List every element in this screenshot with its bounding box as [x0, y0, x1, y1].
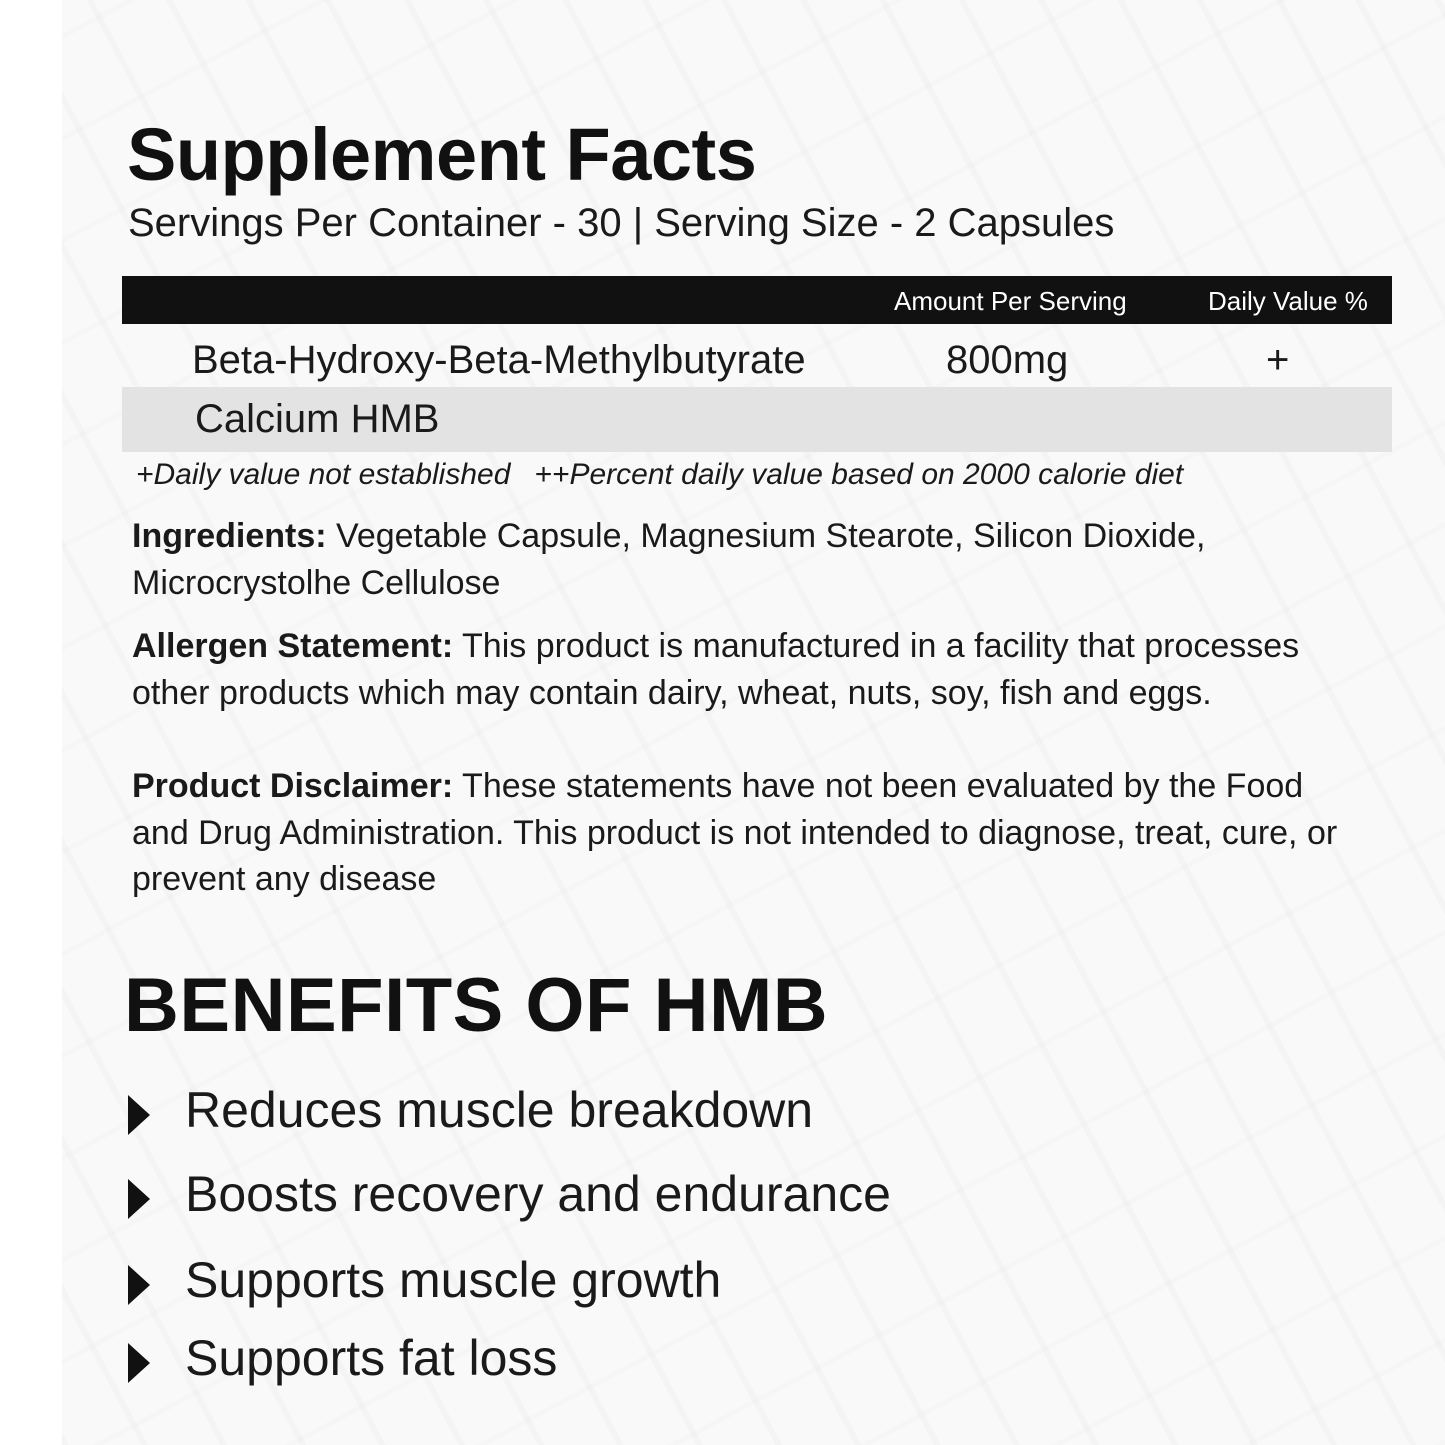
- benefit-text: Supports muscle growth: [185, 1252, 722, 1308]
- supplement-facts-title: Supplement Facts: [127, 113, 757, 196]
- benefits-title: BENEFITS OF HMB: [124, 963, 829, 1048]
- table-row: [122, 332, 1392, 387]
- disclaimer-paragraph: [132, 763, 1362, 903]
- footnote-daily-value: +Daily value not established: [136, 458, 511, 491]
- amount-per-serving-header: Amount Per Serving: [894, 286, 1127, 316]
- triangle-right-icon: [128, 1179, 150, 1219]
- ingredients-paragraph: [132, 513, 1362, 606]
- allergen-paragraph: [132, 623, 1362, 716]
- list-item: [124, 1166, 1024, 1229]
- disclaimer-text: These statements have not been evaluated by the Food and Drug Administration. This product is not intended to diagnose, treat, cure, or prevent any disease: [132, 767, 1338, 898]
- ingredients-label: Ingredients:: [132, 517, 327, 555]
- table-row: [122, 387, 1392, 452]
- facts-table-header: [122, 276, 1392, 324]
- triangle-right-icon: [128, 1343, 150, 1383]
- benefit-text: Boosts recovery and endurance: [185, 1166, 891, 1222]
- list-item: [124, 1082, 1024, 1145]
- triangle-right-icon: [128, 1095, 150, 1135]
- serving-info: Servings Per Container - 30 | Serving Size - 2 Capsules: [128, 201, 1115, 245]
- ingredient-daily-value: +: [1266, 338, 1290, 382]
- facts-footnotes: [136, 458, 1183, 492]
- disclaimer-label: Product Disclaimer:: [132, 767, 454, 805]
- allergen-text: This product is manufactured in a facility that processes other products which may contain dairy, wheat, nuts, soy, fish and eggs.: [132, 627, 1300, 712]
- ingredient-name: Calcium HMB: [195, 397, 440, 441]
- list-item: [124, 1330, 1024, 1393]
- benefit-text: Supports fat loss: [185, 1330, 558, 1386]
- daily-value-header: Daily Value %: [1208, 286, 1368, 316]
- triangle-right-icon: [128, 1265, 150, 1305]
- list-item: [124, 1252, 1024, 1315]
- ingredient-name: Beta-Hydroxy-Beta-Methylbutyrate: [192, 338, 806, 382]
- ingredient-amount: 800mg: [946, 338, 1069, 382]
- ingredients-text: Vegetable Capsule, Magnesium Stearote, Silicon Dioxide, Microcrystolhe Cellulose: [132, 517, 1206, 602]
- allergen-label: Allergen Statement:: [132, 627, 454, 665]
- benefit-text: Reduces muscle breakdown: [185, 1082, 814, 1138]
- footnote-percent-daily-value: ++Percent daily value based on 2000 calorie diet: [534, 458, 1184, 491]
